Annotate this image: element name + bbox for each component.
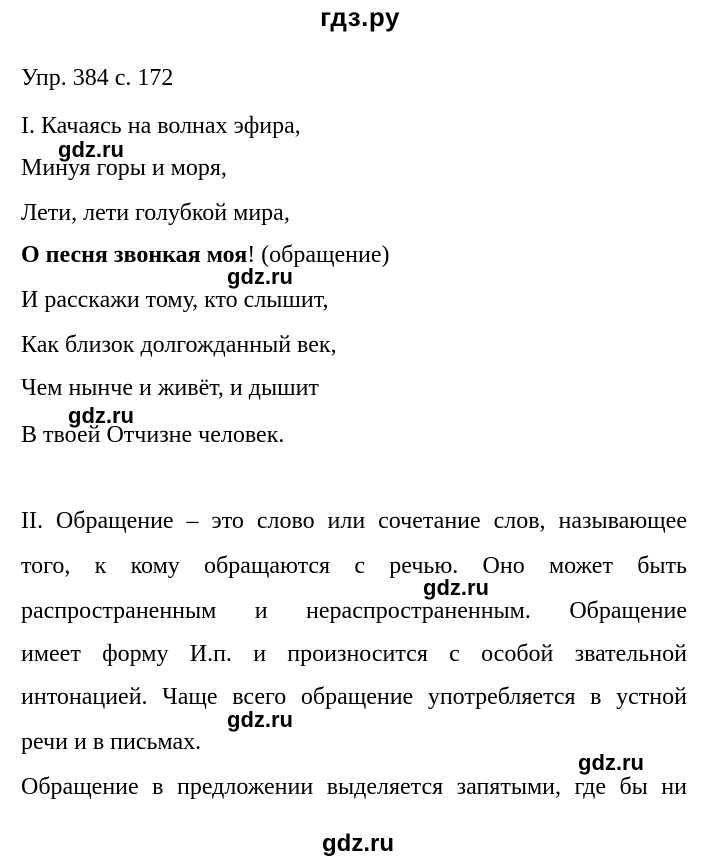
word: может xyxy=(548,553,613,579)
word: обращаются xyxy=(204,553,331,579)
word: это xyxy=(211,508,244,534)
word: интонацией. xyxy=(21,684,148,710)
word: обращение xyxy=(300,684,414,710)
word: запятыми, xyxy=(456,774,561,800)
word: нераспространенным. xyxy=(306,598,531,624)
word: того, xyxy=(21,553,71,579)
word: с xyxy=(354,553,366,579)
word: быть xyxy=(637,553,687,579)
address-highlight: О песня звонкая моя xyxy=(21,242,248,268)
gdz-watermark: gdz.ru xyxy=(227,707,293,732)
word: слово xyxy=(256,508,315,534)
word: слов, xyxy=(493,508,546,534)
word: особой xyxy=(481,641,554,667)
word: Обращение xyxy=(55,508,174,534)
word: Обращение xyxy=(569,598,687,624)
definition-line xyxy=(21,640,687,668)
poem-line: Лети, лети голубкой мира, xyxy=(21,200,290,226)
word: называющее xyxy=(558,508,687,534)
word: Чаще xyxy=(162,684,218,710)
word: и xyxy=(253,641,267,667)
word: предложении xyxy=(176,774,314,800)
word: бы xyxy=(619,774,648,800)
word: II. xyxy=(21,508,43,534)
word: речью. xyxy=(389,553,459,579)
definition-line xyxy=(21,597,687,625)
definition-line xyxy=(21,507,687,535)
word: имеет xyxy=(21,641,81,667)
definition-line xyxy=(21,683,687,711)
word: и xyxy=(254,598,268,624)
word: сочетание xyxy=(378,508,481,534)
word: выделяется xyxy=(326,774,444,800)
word: кому xyxy=(130,553,180,579)
poem-line: Чем нынче и живёт, и дышит xyxy=(21,375,319,401)
poem-line: I. Качаясь на волнах эфира, xyxy=(21,113,301,139)
word: – xyxy=(186,508,199,534)
word: или xyxy=(327,508,366,534)
poem-address-line xyxy=(21,241,390,269)
definition-continuation-line xyxy=(21,773,687,801)
footer-watermark: gdz.ru xyxy=(322,830,394,857)
word: произносится xyxy=(287,641,428,667)
word: в xyxy=(590,684,602,710)
word: Оно xyxy=(482,553,525,579)
word: с xyxy=(449,641,460,667)
word: всего xyxy=(232,684,287,710)
poem-line: Минуя горы и моря, xyxy=(21,155,227,181)
word: И.п. xyxy=(189,641,232,667)
word: ни xyxy=(661,774,687,800)
word: устной xyxy=(616,684,687,710)
word: звательной xyxy=(574,641,687,667)
gdz-watermark: gdz.ru xyxy=(227,264,293,289)
definition-line xyxy=(21,552,687,580)
word: распространенным xyxy=(21,598,217,624)
definition-last-line: речи и в письмах. xyxy=(21,729,202,755)
word: форму xyxy=(102,641,169,667)
poem-line: Как близок долгожданный век, xyxy=(21,332,337,358)
word: употребляется xyxy=(427,684,576,710)
gdz-watermark: gdz.ru xyxy=(423,575,489,600)
word: Обращение xyxy=(21,774,139,800)
address-note: ! (обращение) xyxy=(247,242,390,268)
gdz-watermark: gdz.ru xyxy=(68,403,134,428)
header-watermark: гдз.ру xyxy=(320,2,400,32)
gdz-watermark: gdz.ru xyxy=(578,750,644,775)
gdz-watermark: gdz.ru xyxy=(58,137,124,162)
poem-line: И расскажи тому, кто слышит, xyxy=(21,287,329,313)
poem-line: В твоей Отчизне человек. xyxy=(21,422,285,448)
word: в xyxy=(152,774,164,800)
word: где xyxy=(574,774,606,800)
exercise-title: Упр. 384 с. 172 xyxy=(21,65,174,91)
word: к xyxy=(94,553,107,579)
